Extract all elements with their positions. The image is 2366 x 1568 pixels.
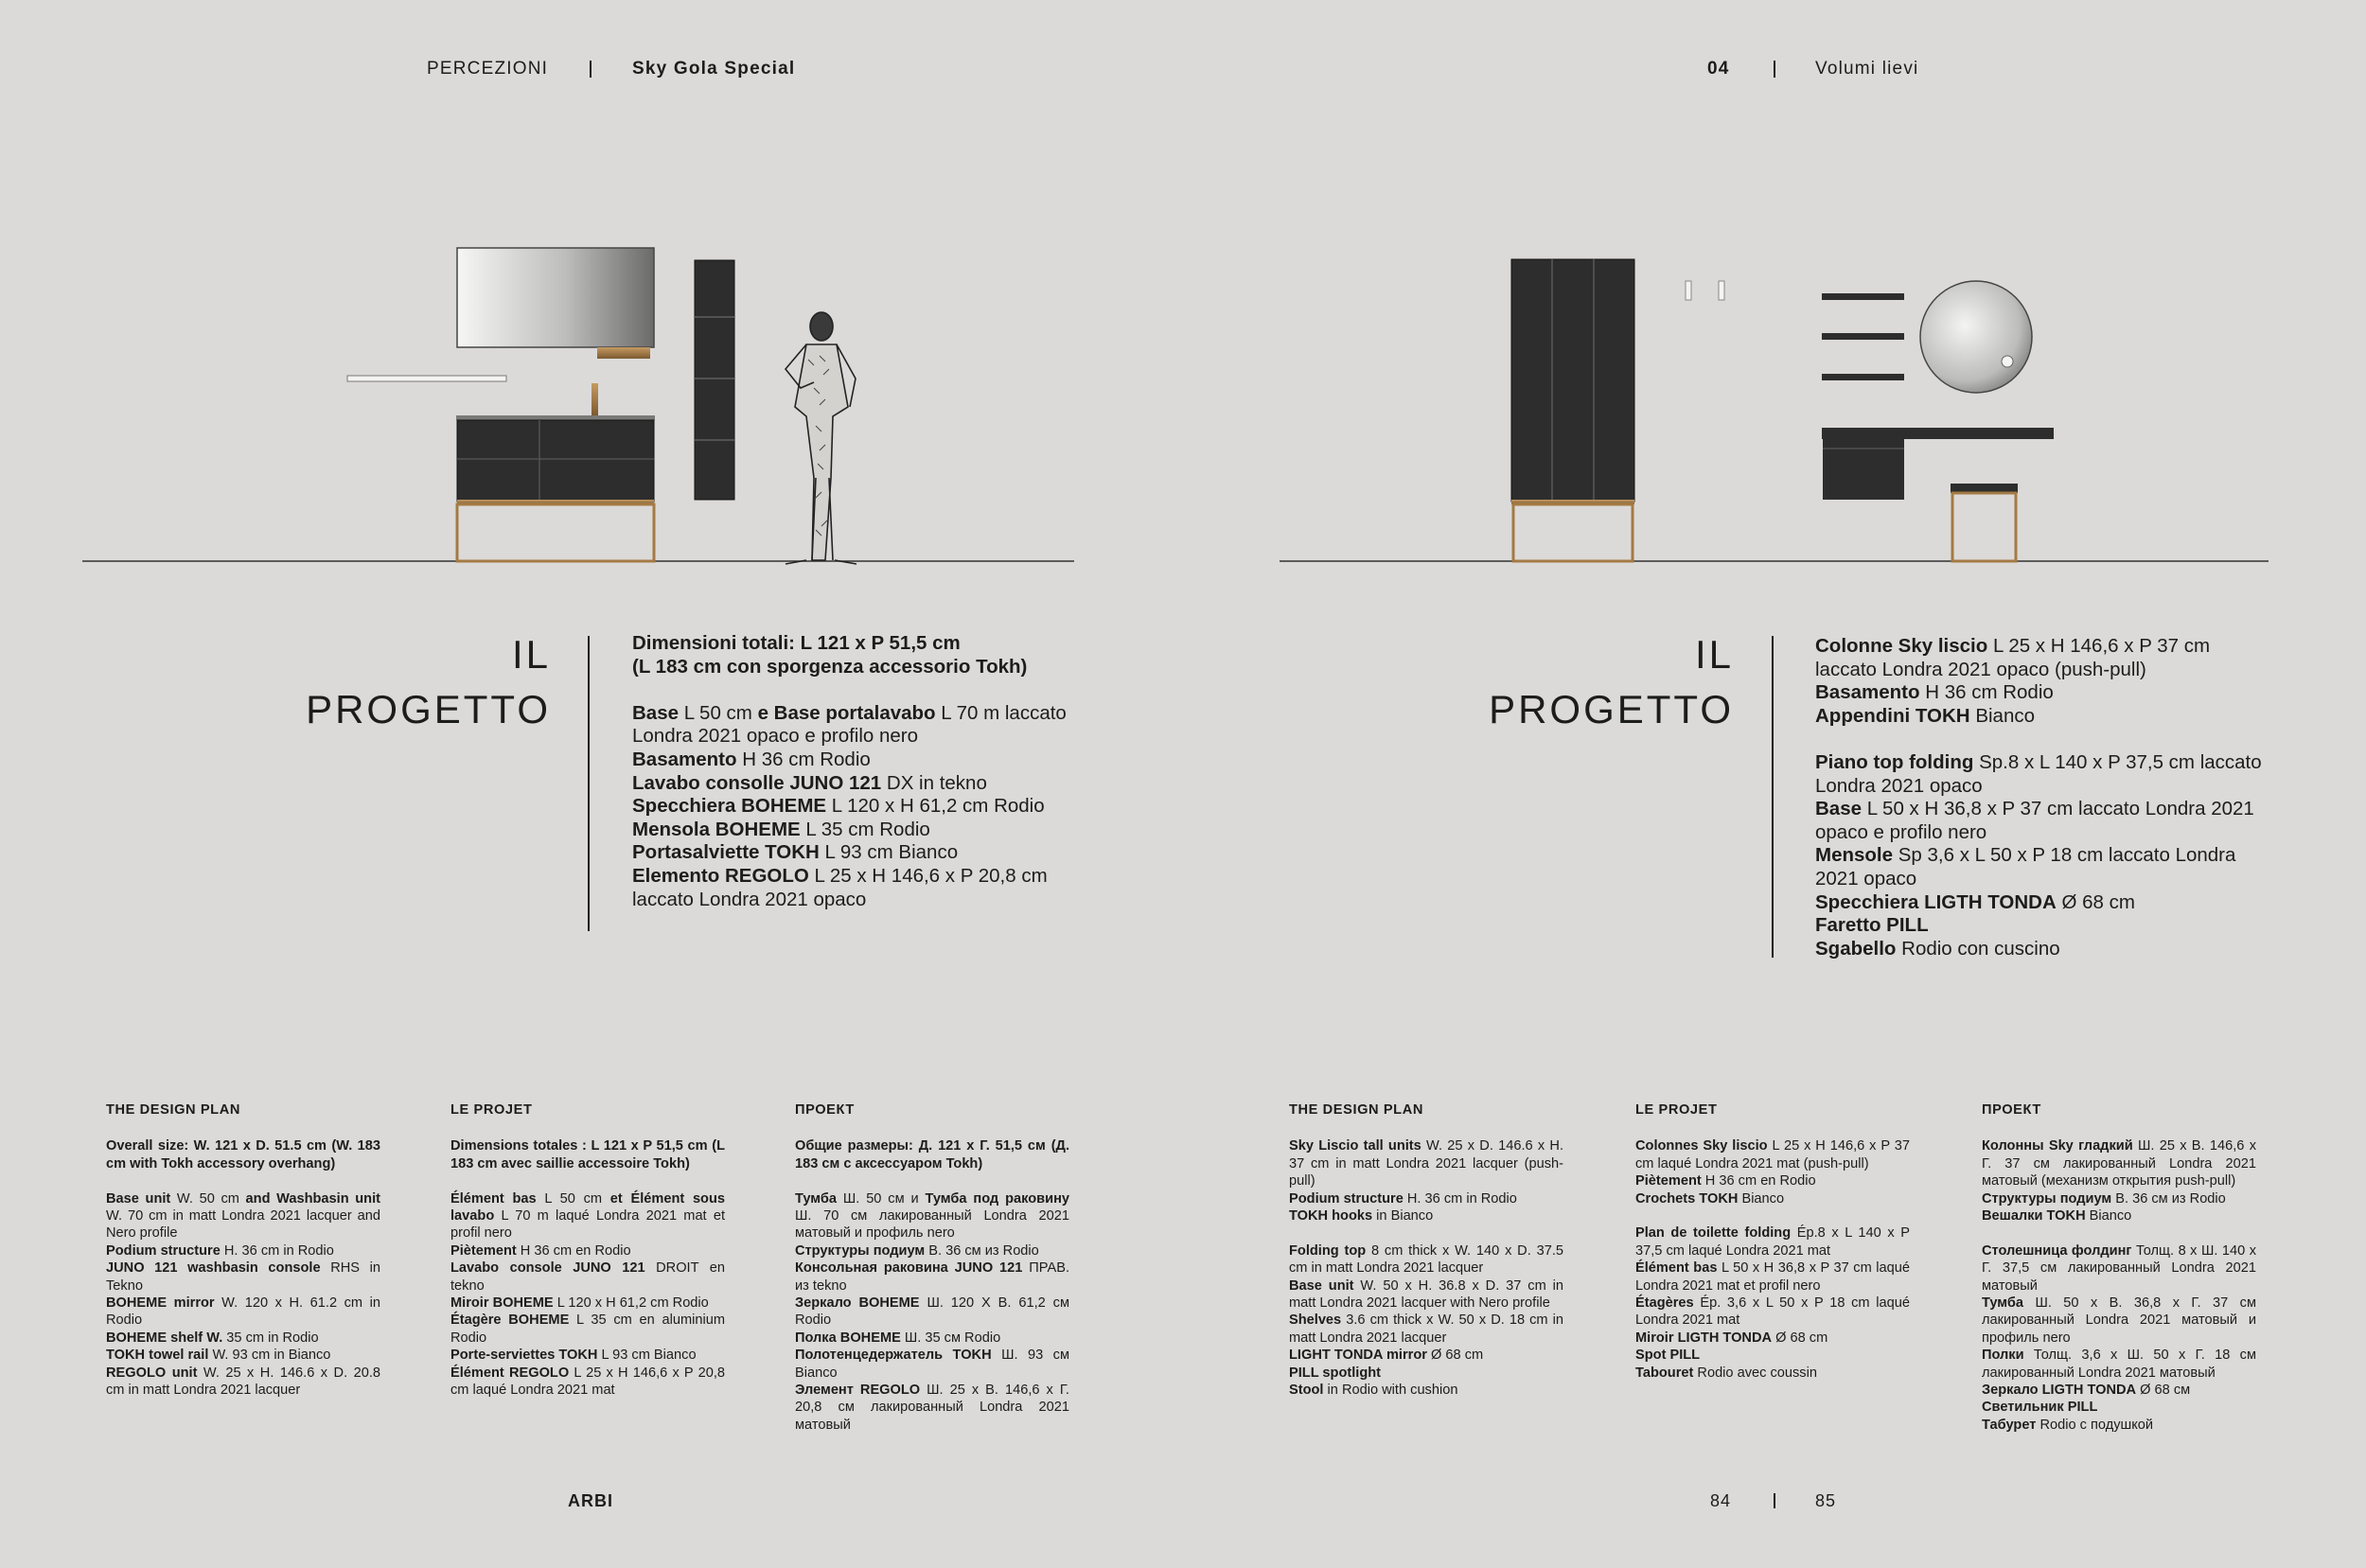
item-text: 3.6 cm thick x W. 50 x D. 18 cm in matt Londra 2021 lacquer	[1289, 1313, 1563, 1346]
item-text: W. 25 x D. 146.6 x H. 37 cm in matt Londra 2021 lacquer (push-pull)	[1289, 1138, 1563, 1189]
item-label: Shelves	[1289, 1313, 1342, 1329]
item-text: L 25 x H 146,6 x P 37 cm laccato Londra 2021 opaco (push-pull)	[1815, 635, 2211, 680]
column-item	[1289, 1207, 1563, 1224]
right-title	[1467, 627, 1734, 737]
item-text: W. 50 cm	[170, 1190, 246, 1207]
column-item	[1635, 1137, 1910, 1172]
spec-item	[1815, 891, 2273, 915]
item-label: Полки	[1982, 1348, 2024, 1364]
item-label: (L 183 cm con sporgenza accessorio Tokh)	[632, 655, 1028, 678]
column-item	[1982, 1399, 2256, 1416]
header-number-right: 04	[1707, 59, 1730, 79]
item-text: W. 93 cm in Bianco	[208, 1348, 331, 1364]
item-text: in Rodio with cushion	[1323, 1383, 1458, 1399]
item-label: REGOLO unit	[106, 1365, 198, 1381]
item-text: W. 50 x H. 36.8 x D. 37 cm in matt Londra 2021 lacquer with Nero profile	[1289, 1277, 1563, 1312]
item-label: Lavabo console JUNO 121	[450, 1260, 645, 1277]
item-label: Колонны Sky гладкий	[1982, 1138, 2133, 1154]
left-elevation-drawing	[0, 227, 1136, 606]
item-text: Ш. 50 x В. 36,8 x Г. 37 см лакированный Londra 2021 матовый и профиль nero	[1982, 1295, 2256, 1346]
item-label: Base unit	[106, 1190, 171, 1207]
item-text: Ш. 50 см и	[837, 1190, 926, 1207]
spec-item	[1815, 914, 2273, 938]
right-col-design-plan	[1289, 1101, 1563, 1399]
item-label: Dimensioni totali: L 121 x P 51,5 cm	[632, 632, 961, 654]
item-label: Podium structure	[1289, 1190, 1404, 1207]
item-label: Общие размеры: Д. 121 x Г. 51,5 см (Д. 183 см с аксессуаром Tokh)	[795, 1138, 1069, 1172]
item-label: TOKH towel rail	[106, 1348, 209, 1364]
column-heading: THE DESIGN PLAN	[1289, 1102, 1423, 1118]
column-item	[1289, 1347, 1563, 1364]
item-label: Podium structure	[106, 1242, 221, 1259]
left-col-proekt	[795, 1101, 1069, 1434]
item-text: in Bianco	[1372, 1208, 1434, 1224]
column-item	[106, 1295, 380, 1330]
spec-item	[1815, 751, 2273, 798]
column-item	[795, 1330, 1069, 1347]
header-title-left: Sky Gola Special	[632, 59, 796, 79]
item-label: Тумба	[795, 1190, 838, 1207]
column-item	[1635, 1365, 1910, 1382]
item-text: Ép.8 x L 140 x P 37,5 cm laqué Londra 2021 mat	[1635, 1225, 1910, 1259]
column-item	[1289, 1312, 1563, 1347]
item-text: Ш. 70 см лакированный Londra 2021 матовый и профиль nero	[795, 1208, 1069, 1242]
column-item	[1289, 1277, 1563, 1313]
item-label: Тумба под раковину	[925, 1190, 1069, 1207]
column-item	[1635, 1347, 1910, 1364]
spec-item	[1815, 844, 2273, 890]
item-text: L 70 m laccato Londra 2021 opaco e profilo nero	[632, 701, 1067, 748]
right-elevation-drawing	[1230, 227, 2319, 606]
column-item	[106, 1242, 380, 1260]
column-heading: LE PROJET	[1635, 1102, 1718, 1118]
item-label: BOHEME mirror	[106, 1295, 215, 1312]
item-label: Crochets TOKH	[1635, 1190, 1739, 1207]
item-text: L 35 cm en aluminium Rodio	[450, 1313, 725, 1346]
spec-item	[1815, 635, 2273, 681]
item-text: Ш. 35 см Rodio	[900, 1330, 1001, 1346]
item-label: Mensola BOHEME	[632, 818, 801, 840]
item-label: Зеркало LIGTH TONDA	[1982, 1383, 2137, 1399]
item-label: Tabouret	[1635, 1365, 1694, 1381]
item-label: Mensole	[1815, 844, 1894, 867]
spacer	[450, 1172, 725, 1189]
header-section-left: PERCEZIONI	[427, 59, 549, 79]
item-text: H 36 cm Rodio	[1919, 681, 2054, 704]
column-item	[1982, 1382, 2256, 1399]
item-text: W. 70 cm in matt Londra 2021 lacquer and Nero profile	[106, 1208, 380, 1242]
item-label: BOHEME shelf W.	[106, 1330, 223, 1346]
item-text: L 25 x H 146,6 x P 20,8 cm laccato Londra 2021 opaco	[632, 864, 1048, 910]
column-item	[795, 1190, 1069, 1242]
item-text: L 70 m laqué Londra 2021 mat et profil nero	[450, 1208, 725, 1242]
item-label: Sgabello	[1815, 937, 1897, 960]
column-item	[1289, 1242, 1563, 1277]
item-text: L 93 cm Bianco	[597, 1348, 697, 1364]
item-label: JUNO 121 washbasin console	[106, 1260, 321, 1277]
item-text: L 25 x H 146,6 x P 37 cm laqué Londra 2021 mat (push-pull)	[1635, 1138, 1910, 1172]
item-label: Specchiera LIGTH TONDA	[1815, 890, 2057, 913]
column-item	[450, 1347, 725, 1364]
item-text: H 36 cm en Rodio	[1701, 1173, 1816, 1189]
spec-item	[632, 841, 1075, 865]
item-label: Stool	[1289, 1383, 1324, 1399]
column-item	[1289, 1137, 1563, 1189]
right-spec-list	[1815, 635, 2273, 960]
item-text: Ø 68 cm	[1426, 1348, 1484, 1364]
item-label: Табурет	[1982, 1417, 2037, 1433]
item-text: Bianco	[2085, 1208, 2132, 1224]
left-title-divider	[588, 636, 590, 931]
item-label: Étagère BOHEME	[450, 1313, 570, 1329]
header-divider-right	[1774, 61, 1775, 78]
item-text: W. 25 x H. 146.6 x D. 20.8 cm in matt Londra 2021 lacquer	[106, 1365, 380, 1399]
item-label: Зеркало BOHEME	[795, 1295, 920, 1312]
spec-item	[632, 749, 1075, 772]
column-item	[1635, 1330, 1910, 1347]
item-label: Piano top folding	[1815, 750, 1974, 773]
column-item	[1982, 1190, 2256, 1207]
column-item	[795, 1347, 1069, 1382]
footer-page-right: 85	[1815, 1491, 1837, 1510]
item-text: W. 120 x H. 61.2 cm in Rodio	[106, 1295, 380, 1329]
item-text: H 36 cm Rodio	[736, 748, 871, 770]
item-label: LIGHT TONDA mirror	[1289, 1348, 1427, 1364]
item-text: L 25 x H 146,6 x P 20,8 cm laqué Londra 2021 mat	[450, 1365, 725, 1399]
item-text: L 120 x H 61,2 cm Rodio	[553, 1295, 709, 1312]
item-label: Base	[1815, 798, 1863, 820]
item-label: Élément bas	[450, 1190, 537, 1207]
item-label: Структуры подиум	[795, 1242, 926, 1259]
item-text: L 50 cm	[536, 1190, 610, 1207]
item-label: Portasalviette TOKH	[632, 841, 820, 864]
item-label: Elemento REGOLO	[632, 864, 809, 887]
item-text: Ш. 93 см Bianco	[795, 1348, 1069, 1381]
item-label: Overall size: W. 121 x D. 51.5 cm (W. 183 cm with Tokh accessory overhang)	[106, 1138, 380, 1172]
column-heading: THE DESIGN PLAN	[106, 1102, 240, 1118]
spec-item	[632, 656, 1075, 679]
item-text: 8 cm thick x W. 140 x D. 37.5 cm in matt Londra 2021 lacquer	[1289, 1242, 1563, 1277]
column-item	[450, 1137, 725, 1172]
item-text: DX in tekno	[881, 771, 987, 794]
column-item	[795, 1242, 1069, 1260]
left-title	[284, 627, 551, 737]
item-text: L 35 cm Rodio	[800, 818, 930, 840]
item-text: 35 cm in Rodio	[222, 1330, 319, 1346]
spacer	[1982, 1224, 2256, 1242]
header-divider-left	[590, 61, 592, 78]
right-title-line1: IL	[1694, 632, 1734, 677]
item-text: В. 36 см из Rodio	[925, 1242, 1039, 1259]
item-label: Élément bas	[1635, 1260, 1718, 1277]
column-item	[450, 1365, 725, 1400]
item-label: Элемент REGOLO	[795, 1383, 921, 1399]
spec-item	[632, 819, 1075, 842]
item-text: H 36 cm en Rodio	[516, 1242, 631, 1259]
column-heading: LE PROJET	[450, 1102, 533, 1118]
item-label: Полотенцедержатель TOKH	[795, 1348, 992, 1364]
item-text: L 50 cm	[679, 701, 758, 724]
item-label: Étagères	[1635, 1295, 1694, 1312]
item-label: Base	[632, 701, 680, 724]
column-item	[1982, 1417, 2256, 1434]
column-item	[450, 1260, 725, 1295]
item-text: Ш. 25 x В. 146,6 x Г. 20,8 см лакированный Londra 2021 матовый	[795, 1383, 1069, 1433]
spec-item	[1815, 681, 2273, 705]
item-label: PILL spotlight	[1289, 1365, 1382, 1381]
item-text: DROIT en tekno	[450, 1260, 725, 1294]
column-item	[795, 1137, 1069, 1172]
item-text: Rodio с подушкой	[2036, 1417, 2154, 1433]
item-label: Specchiera BOHEME	[632, 795, 827, 818]
left-col-le-projet	[450, 1101, 725, 1399]
item-label: Basamento	[1815, 681, 1920, 704]
item-text: Rodio con cuscino	[1896, 937, 2060, 960]
column-item	[450, 1242, 725, 1260]
column-item	[106, 1365, 380, 1400]
column-item	[450, 1295, 725, 1312]
footer-brand: ARBI	[568, 1491, 613, 1510]
column-item	[106, 1137, 380, 1172]
item-text: L 120 x H 61,2 cm Rodio	[826, 795, 1045, 818]
column-item	[106, 1260, 380, 1295]
spacer	[632, 678, 1075, 702]
item-label: Porte-serviettes TOKH	[450, 1348, 598, 1364]
item-label: Столешница фолдинг	[1982, 1242, 2132, 1259]
item-label: Colonne Sky liscio	[1815, 635, 1988, 657]
column-item	[106, 1330, 380, 1347]
item-text: Ø 68 cm	[1772, 1330, 1828, 1346]
column-item	[450, 1312, 725, 1347]
column-item	[1289, 1382, 1563, 1399]
item-text: Толщ. 3,6 x Ш. 50 x Г. 18 см лакированный Londra 2021 матовый	[1982, 1348, 2256, 1381]
item-text: Sp 3,6 x L 50 x P 18 cm laccato Londra 2021 opaco	[1815, 844, 2236, 890]
footer-page-left: 84	[1710, 1491, 1732, 1510]
column-item	[1982, 1347, 2256, 1382]
column-item	[795, 1295, 1069, 1330]
column-item	[795, 1260, 1069, 1295]
column-item	[1982, 1137, 2256, 1189]
spacer	[106, 1172, 380, 1189]
spec-item	[1815, 938, 2273, 961]
item-text: Ép. 3,6 x L 50 x P 18 cm laqué Londra 2021 mat	[1635, 1295, 1910, 1329]
item-label: Folding top	[1289, 1242, 1367, 1259]
item-label: Miroir LIGTH TONDA	[1635, 1330, 1773, 1346]
column-item	[1635, 1295, 1910, 1330]
item-text: В. 36 см из Rodio	[2111, 1190, 2226, 1207]
column-item	[1982, 1242, 2256, 1295]
item-label: e Base portalavabo	[757, 701, 936, 724]
column-item	[1635, 1260, 1910, 1295]
column-heading: ПРОЕКТ	[795, 1102, 855, 1118]
column-item	[1635, 1172, 1910, 1189]
item-label: and Washbasin unit	[245, 1190, 381, 1207]
right-title-line2: PROGETTO	[1489, 687, 1734, 731]
item-label: et Élément sous lavabo	[450, 1190, 726, 1224]
item-text: Ø 68 см	[2136, 1383, 2191, 1399]
column-item	[1635, 1224, 1910, 1260]
spec-item	[1815, 705, 2273, 729]
item-label: Faretto PILL	[1815, 914, 1929, 937]
item-text: Bianco	[1738, 1190, 1785, 1207]
spacer	[1635, 1207, 1910, 1224]
item-label: Dimensions totales : L 121 x P 51,5 cm (L 183 cm avec saillie accessoire Tokh)	[450, 1138, 725, 1172]
item-label: Вешалки TOKH	[1982, 1208, 2086, 1224]
item-label: Appendini TOKH	[1815, 704, 1970, 727]
spec-item	[632, 632, 1075, 656]
item-text: Ø 68 cm	[2056, 890, 2135, 913]
item-text: ПРАВ. из tekno	[795, 1260, 1069, 1294]
column-item	[450, 1190, 725, 1242]
item-label: Piètement	[450, 1242, 517, 1259]
item-text: Ш. 25 x В. 146,6 x Г. 37 см лакированный Londra 2021 матовый (механизм открытия push-pull)	[1982, 1138, 2256, 1189]
item-label: Lavabo consolle JUNO 121	[632, 771, 882, 794]
item-label: Plan de toilette folding	[1635, 1225, 1792, 1242]
spec-item	[632, 865, 1075, 911]
item-label: Miroir BOHEME	[450, 1295, 554, 1312]
item-text: L 50 x H 36,8 x P 37 cm laccato Londra 2021 opaco e profilo nero	[1815, 798, 2254, 843]
column-item	[1289, 1365, 1563, 1382]
item-label: Colonnes Sky liscio	[1635, 1138, 1768, 1154]
spacer	[795, 1172, 1069, 1189]
column-item	[795, 1382, 1069, 1434]
column-item	[1635, 1190, 1910, 1207]
item-text: L 93 cm Bianco	[819, 841, 959, 864]
item-label: Piètement	[1635, 1173, 1702, 1189]
item-label: Светильник PILL	[1982, 1400, 2098, 1416]
right-col-le-projet	[1635, 1101, 1910, 1382]
item-label: Структуры подиум	[1982, 1190, 2112, 1207]
item-label: Spot PILL	[1635, 1348, 1701, 1364]
spacer	[1815, 728, 2273, 751]
left-title-line1: IL	[511, 632, 551, 677]
item-text: Rodio avec coussin	[1693, 1365, 1817, 1381]
item-text: Sp.8 x L 140 x P 37,5 cm laccato Londra 2021 opaco	[1815, 750, 2262, 797]
column-item	[1289, 1190, 1563, 1207]
column-item	[106, 1190, 380, 1242]
column-item	[1982, 1295, 2256, 1347]
item-text: H. 36 cm in Rodio	[220, 1242, 334, 1259]
item-text: L 50 x H 36,8 x P 37 cm laqué Londra 2021 mat et profil nero	[1635, 1260, 1910, 1294]
header-section-right: Volumi lievi	[1815, 59, 1919, 79]
column-item	[1982, 1207, 2256, 1224]
item-label: Basamento	[632, 748, 737, 770]
right-col-proekt	[1982, 1101, 2256, 1434]
item-label: Консольная раковина JUNO 121	[795, 1260, 1023, 1277]
column-item	[106, 1347, 380, 1364]
column-heading: ПРОЕКТ	[1982, 1102, 2041, 1118]
spec-item	[632, 702, 1075, 749]
footer-divider	[1774, 1493, 1775, 1508]
left-title-line2: PROGETTO	[306, 687, 551, 731]
item-label: Полка BOHEME	[795, 1330, 901, 1346]
item-text: Ш. 120 X В. 61,2 см Rodio	[795, 1295, 1069, 1329]
spec-item	[632, 772, 1075, 796]
spec-item	[632, 795, 1075, 819]
spec-item	[1815, 798, 2273, 844]
item-text: Толщ. 8 x Ш. 140 x Г. 37,5 см лакированный Londra 2021 матовый	[1982, 1242, 2256, 1294]
item-label: TOKH hooks	[1289, 1208, 1373, 1224]
item-label: Sky Liscio tall units	[1289, 1138, 1421, 1154]
left-col-design-plan	[106, 1101, 380, 1399]
item-text: H. 36 cm in Rodio	[1403, 1190, 1517, 1207]
left-spec-list	[632, 632, 1075, 911]
spacer	[1289, 1224, 1563, 1242]
item-label: Base unit	[1289, 1277, 1354, 1294]
right-title-divider	[1772, 636, 1774, 958]
item-label: Élément REGOLO	[450, 1365, 570, 1381]
item-text: Bianco	[1969, 704, 2036, 727]
item-text: RHS in Tekno	[106, 1260, 380, 1294]
item-label: Тумба	[1982, 1295, 2024, 1312]
